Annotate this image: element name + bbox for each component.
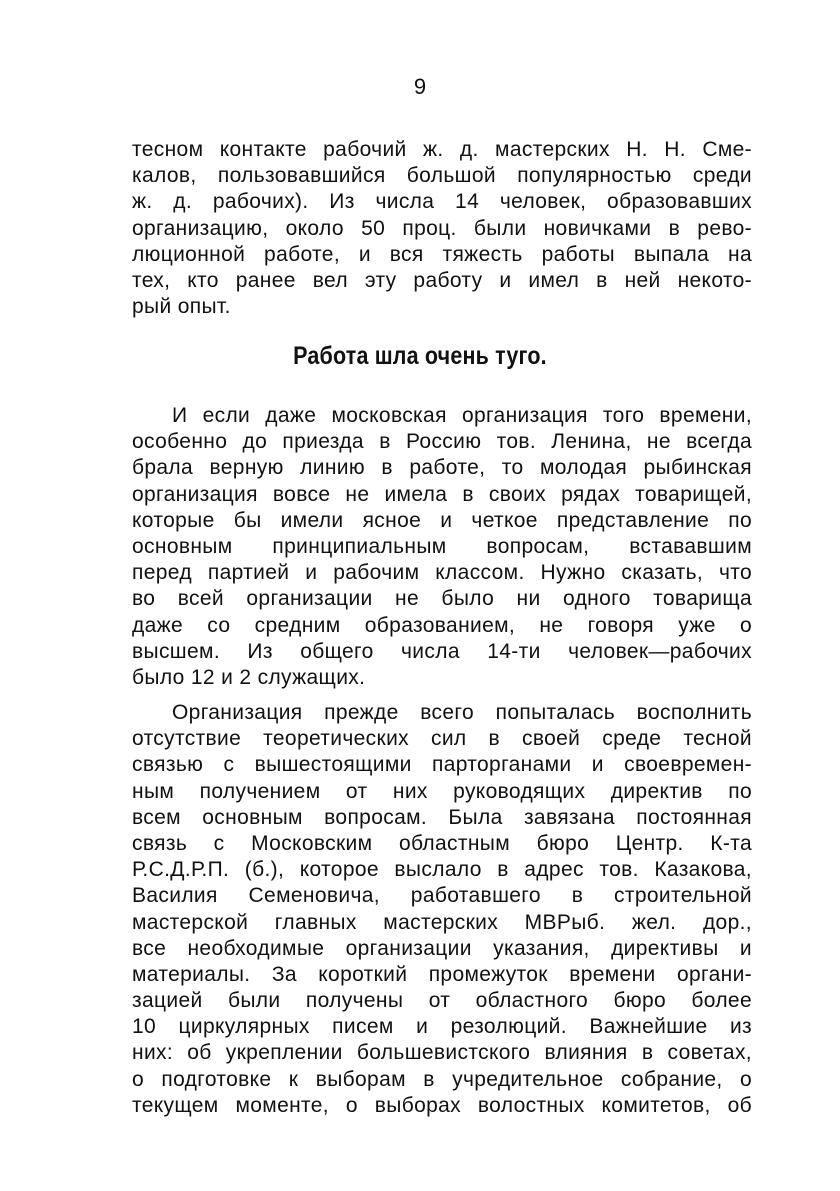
text-line: Р.С.Д.Р.П. (б.), которое выслало в адрес тов. Казакова, [132, 858, 752, 882]
text-line: особенно до приезда в Россию тов. Ленина, не всегда [132, 430, 752, 454]
text-line: все необходимые организации указания, директивы и [132, 936, 752, 960]
text-line: тех, кто ранее вел эту работу и имел в ней некото- [132, 268, 752, 292]
paragraph-1 [132, 137, 752, 320]
paragraph-3 [132, 700, 752, 1119]
text-line: ным получением от них руководящих директив по [132, 779, 752, 803]
text-line: связью с вышестоящими парторганами и своевремен- [132, 753, 752, 777]
text-line: калов, пользовавшийся большой популярностью среди [132, 164, 752, 188]
text-line: брала верную линию в работе, то молодая рыбинская [132, 456, 752, 480]
text-line: перед партией и рабочим классом. Нужно сказать, что [132, 561, 752, 585]
text-line: рый опыт. [132, 295, 231, 319]
text-line: Василия Семеновича, работавшего в строительной [132, 884, 752, 908]
text-line: Организация прежде всего попыталась восполнить [172, 701, 752, 724]
text-line: основным принципиальным вопросам, встававшим [132, 534, 752, 558]
text-line: зацией были получены от областного бюро более [132, 989, 752, 1013]
text-line: них: об укреплении большевистского влияния в советах, [132, 1041, 752, 1065]
text-line: организация вовсе не имела в своих рядах товарищей, [132, 482, 752, 506]
text-line: всем основным вопросам. Была завязана постоянная [132, 805, 752, 829]
text-line: которые бы имели ясное и четкое представление по [132, 508, 752, 532]
text-line: люционной работе, и вся тяжесть работы выпала на [132, 242, 752, 266]
text-line: И если даже московская организация того времени, [172, 404, 752, 427]
text-line: во всей организации не было ни одного товарища [132, 587, 752, 611]
text-line: связь с Московским областным бюро Центр. К-та [132, 831, 752, 855]
text-line: материалы. За короткий промежуток времени органи- [132, 962, 752, 986]
text-line: текущем моменте, о выборах волостных комитетов, об [132, 1093, 752, 1117]
text-line: было 12 и 2 служащих. [132, 665, 366, 689]
text-line: 10 циркулярных писем и резолюций. Важнейшие из [132, 1015, 752, 1039]
text-line: высшем. Из общего числа 14-ти человек—рабочих [132, 639, 752, 663]
text-line: ж. д. рабочих). Из числа 14 человек, образовавших [132, 190, 752, 214]
text-line: организацию, около 50 проц. были новичками в рево- [132, 216, 752, 240]
page-number: 9 [413, 74, 427, 99]
text-line: тесном контакте рабочий ж. д. мастерских Н. Н. Сме- [132, 138, 752, 161]
text-line: о подготовке к выборам в учредительное собрание, о [132, 1067, 752, 1091]
text-line: отсутствие теоретических сил в своей среде тесной [132, 727, 752, 751]
text-line: мастерской главных мастерских МВРыб. жел. дор., [132, 910, 752, 934]
paragraph-2 [132, 403, 752, 691]
section-heading: Работа шла очень туго. [293, 342, 547, 370]
text-line: даже со средним образованием, не говоря уже о [132, 613, 752, 637]
